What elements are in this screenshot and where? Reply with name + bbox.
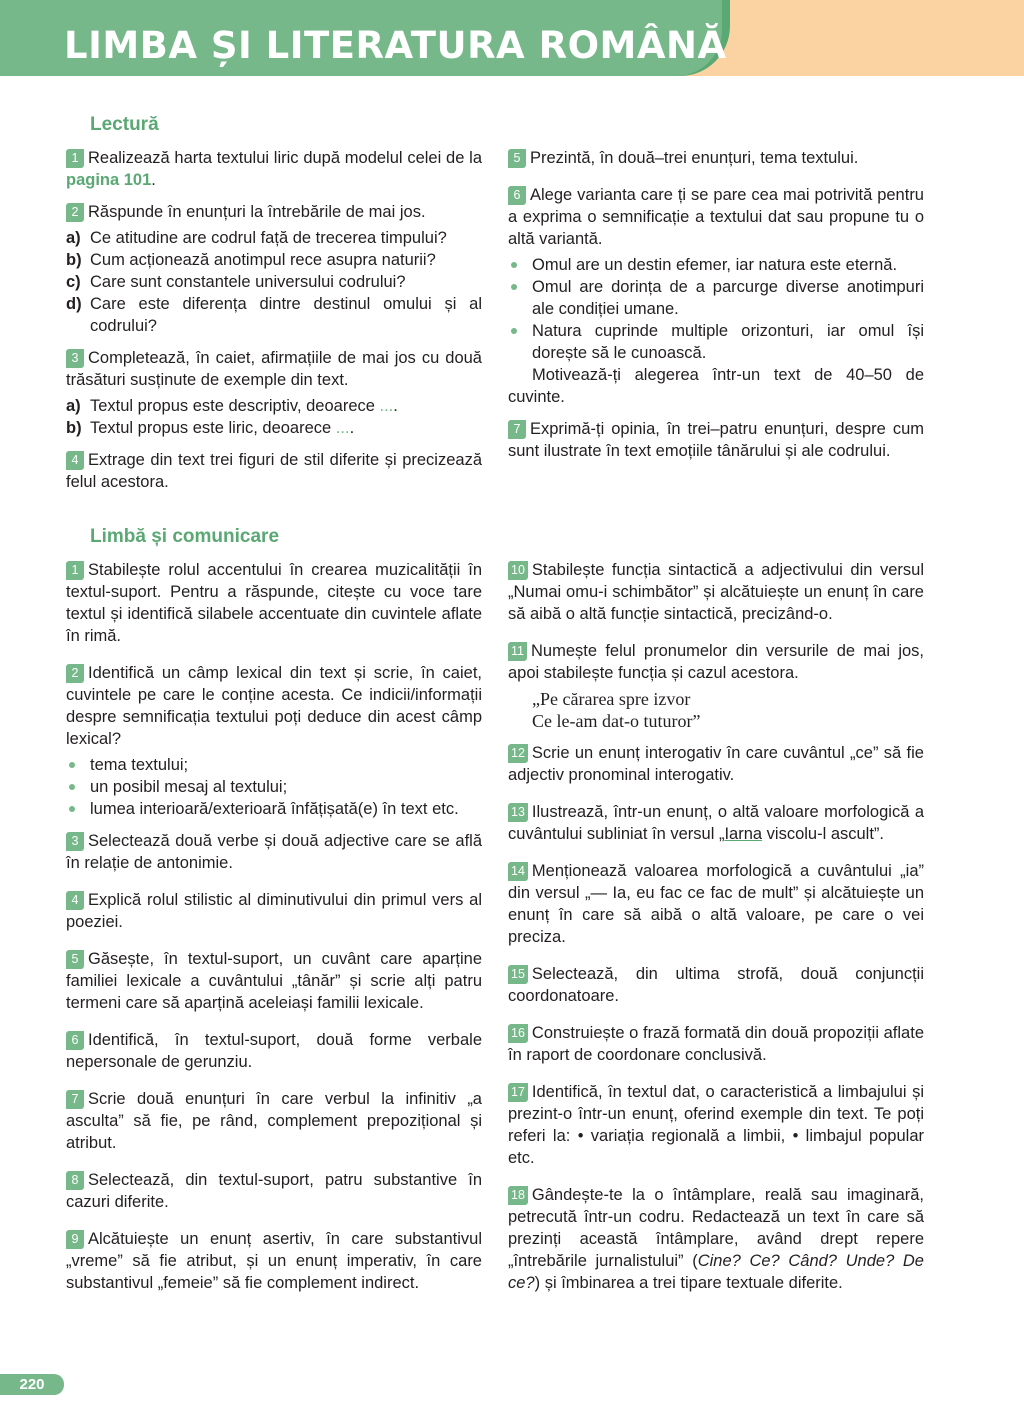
question-number: 3: [66, 832, 84, 851]
question-number: 13: [508, 803, 528, 822]
lectura-question-5: 5 Prezintă, în două–trei enunțuri, tema textului.: [508, 147, 924, 169]
question-number: 2: [66, 203, 84, 222]
page-title: LIMBA ȘI LITERATURA ROMÂNĂ: [64, 24, 727, 67]
question-number: 5: [66, 950, 84, 969]
question-number: 8: [66, 1171, 84, 1190]
page-link[interactable]: pagina 101: [66, 171, 152, 189]
limba-question-17: 17 Identifică, în textul dat, o caracteristică a limbajului și prezint-o într-un enunț, oferind exemple din text. Te poți referi la: • variația regională a limbii, • limbajul popular etc.: [508, 1083, 924, 1167]
question-number: 4: [66, 891, 84, 910]
question-number: 18: [508, 1186, 528, 1205]
subitem-d: d) Care este diferența dintre destinul omului și al codrului?: [66, 295, 482, 335]
lectura-question-2: 2 Răspunde în enunțuri la întrebările de mai jos.: [66, 201, 482, 223]
limba-question-11: 11 Numește felul pronumelor din versurile de mai jos, apoi stabilește funcția și cazul acestora.: [508, 642, 924, 682]
question-number: 14: [508, 862, 528, 881]
bullet-item: Omul are un destin efemer, iar natura este eternă.: [508, 254, 924, 276]
subitem-b: b) Textul propus este liric, deoarece ....: [66, 419, 355, 437]
question-number: 12: [508, 744, 528, 763]
question-number: 7: [66, 1090, 84, 1109]
bullet-item: Natura cuprinde multiple orizonturi, iar omul își dorește să le cunoască.: [508, 320, 924, 364]
limba-right-column: [508, 559, 924, 1304]
limba-question-12: 12 Scrie un enunț interogativ în care cuvântul „ce” să fie adjectiv pronominal interogativ.: [508, 744, 924, 784]
limba-left-column: [66, 559, 482, 1304]
limba-question-16: 16 Construiește o frază formată din două propoziții aflate în raport de coordonare conclusivă.: [508, 1024, 924, 1064]
section-title-limba-si-comunicare: Limbă și comunicare: [90, 526, 280, 547]
question-number: 2: [66, 664, 84, 683]
lectura-question-4: 4 Extrage din text trei figuri de stil diferite și precizează felul acestora.: [66, 451, 482, 491]
lectura-question-1: 1 Realizează harta textului liric după modelul celei de la pagina 101.: [66, 149, 482, 189]
verse-line: Ce le-am dat-o tuturor”: [532, 711, 701, 731]
italic-questions: Cine? Ce? Când? Unde? De ce?: [508, 1252, 924, 1292]
question-number: 9: [66, 1230, 84, 1249]
bullet-item: tema textului;: [66, 754, 482, 776]
question-number: 1: [66, 149, 84, 168]
limba-question-5: 5 Găsește, în textul-suport, un cuvânt care aparține familiei lexicale a cuvântului „tânăr” și scrie alți patru termeni care să aparțină aceleiași familii lexicale.: [66, 950, 482, 1012]
limba-question-14: 14 Menționează valoarea morfologică a cuvântului „ia” din versul „— Ia, eu fac ce fac de mult” și alcătuiește un enunț în care să aibă o altă valoare, pe care o vei preciza.: [508, 862, 924, 946]
limba-question-4: 4 Explică rolul stilistic al diminutivului din primul vers al poeziei.: [66, 891, 482, 931]
question-number: 16: [508, 1024, 528, 1043]
limba-question-8: 8 Selectează, din textul-suport, patru substantive în cazuri diferite.: [66, 1171, 482, 1211]
limba-question-9: 9 Alcătuiește un enunț asertiv, în care substantivul „vreme” să fie atribut, și un enunț imperativ, în care substantivul „femeie” să fie complement indirect.: [66, 1230, 482, 1292]
page-header: [0, 0, 1024, 76]
bullet-item: Omul are dorința de a parcurge diverse anotimpuri ale condiției umane.: [508, 276, 924, 320]
question-number: 5: [508, 149, 526, 168]
question-number: 6: [508, 186, 526, 205]
question-number: 1: [66, 561, 84, 580]
question-number: 7: [508, 420, 526, 439]
limba-question-15: 15 Selectează, din ultima strofă, două conjuncții coordonatoare.: [508, 965, 924, 1005]
lectura-question-6-instruction: Motivează-ți alegerea într-un text de 40–50 de cuvinte.: [508, 366, 924, 406]
limba-question-3: 3 Selectează două verbe și două adjective care se află în relație de antonimie.: [66, 832, 482, 872]
verse-line: „Pe cărarea spre izvor: [532, 689, 691, 709]
limba-question-18: 18 Gândește-te la o întâmplare, reală sau imaginară, petrecută într-un codru. Redactează un text în care să prezinți această întâmplare, având drept repere „întrebările jurnalistului” (Cine? Ce? Când? Unde? De ce?) și îmbinarea a trei tipare textuale diferite.: [508, 1186, 924, 1292]
bullet-item: un posibil mesaj al textului;: [66, 776, 482, 798]
limba-question-6: 6 Identifică, în textul-suport, două forme verbale nepersonale de gerunziu.: [66, 1031, 482, 1071]
question-number: 6: [66, 1031, 84, 1050]
lectura-question-3: 3 Completează, în caiet, afirmațiile de mai jos cu două trăsături susținute de exemple din text.: [66, 349, 482, 389]
subitem-a: a) Textul propus este descriptiv, deoarece ....: [66, 397, 398, 415]
page-number: 220: [0, 1374, 64, 1395]
limba-question-13: 13 Ilustrează, într-un enunț, o altă valoare morfologică a cuvântului subliniat în versul „Iarna viscolu-l ascult”.: [508, 803, 924, 843]
limba-question-10: 10 Stabilește funcția sintactică a adjectivului din versul „Numai omu-i schimbător” și alcătuiește un enunț în care să aibă o altă funcție sintactică, precizând-o.: [508, 561, 924, 623]
limba-question-2: 2 Identifică un câmp lexical din text și scrie, în caiet, cuvintele pe care le conține acesta. Ce indicii/informații despre semnificația textului poți deduce din acest câmp lexical?: [66, 664, 482, 748]
lectura-right-column: [508, 147, 924, 472]
question-number: 4: [66, 451, 84, 470]
subitem-a: a) Ce atitudine are codrul față de trecerea timpului?: [66, 229, 447, 247]
lectura-left-column: [66, 147, 482, 503]
limba-question-1: 1 Stabilește rolul accentului în crearea muzicalității în textul-suport. Pentru a răspunde, citește cu voce tare textul și identifică silabele accentuate din cuvintele aflate în rimă.: [66, 561, 482, 645]
subitem-b: b) Cum acționează anotimpul rece asupra naturii?: [66, 251, 436, 269]
bullet-item: lumea interioară/exterioară înfățișată(e) în text etc.: [66, 798, 482, 820]
limba-question-2-options: [66, 754, 482, 820]
lectura-question-2-subitems: [66, 227, 482, 337]
question-number: 10: [508, 561, 528, 580]
limba-question-11-verses: [508, 688, 924, 732]
question-number: 11: [508, 642, 527, 661]
question-number: 15: [508, 965, 528, 984]
question-number: 3: [66, 349, 84, 368]
lectura-question-7: 7 Exprimă-ți opinia, în trei–patru enunțuri, despre cum sunt ilustrate în text emoțiile tânărului și ale codrului.: [508, 420, 924, 460]
subitem-c: c) Care sunt constantele universului codrului?: [66, 273, 406, 291]
section-title-lectura: Lectură: [90, 114, 159, 135]
lectura-question-6: 6 Alege varianta care ți se pare cea mai potrivită pentru a exprima o semnificație a textului dat sau propune tu o altă variantă.: [508, 186, 924, 248]
question-number: 17: [508, 1083, 528, 1102]
lectura-question-3-subitems: [66, 395, 482, 439]
underlined-word: Iarna: [724, 825, 763, 843]
lectura-question-6-options: [508, 254, 924, 364]
limba-question-7: 7 Scrie două enunțuri în care verbul la infinitiv „a asculta” să fie, pe rând, complement prepozițional și atribut.: [66, 1090, 482, 1152]
